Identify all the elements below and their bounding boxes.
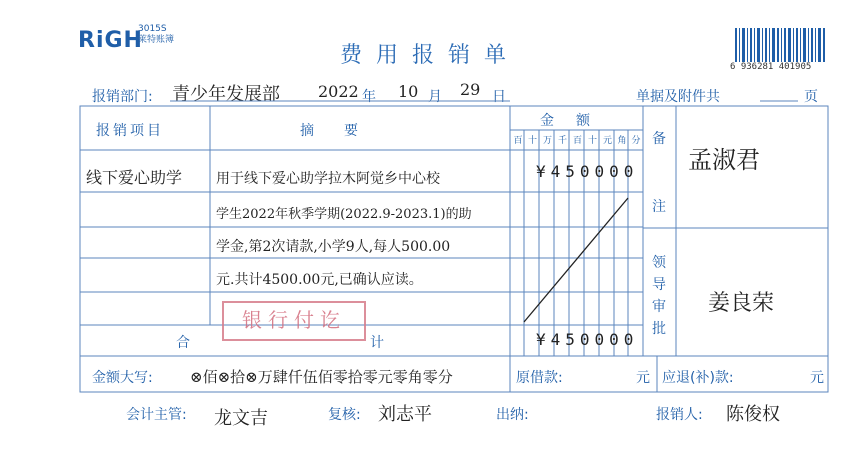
cashier-label: 出纳:	[496, 407, 529, 423]
refund-unit: 元	[810, 370, 824, 386]
day-value: 29	[460, 80, 481, 99]
leader-signature: 姜良荣	[708, 291, 775, 316]
accountant-label: 会计主管:	[126, 407, 187, 423]
remark-label-1: 备	[652, 131, 666, 147]
dept-value: 青少年发展部	[172, 84, 280, 105]
borrow-unit: 元	[636, 370, 650, 386]
dept-label: 报销部门:	[92, 89, 153, 105]
total-label-2: 计	[370, 335, 384, 351]
claimant-signature: 陈俊权	[726, 404, 780, 425]
bank-paid-stamp: 银行付讫	[222, 301, 366, 341]
brand-code: 3015S	[138, 24, 167, 34]
col-summary-label: 摘要	[300, 123, 388, 139]
leader-label-4: 批	[652, 321, 666, 337]
digit-head: 十	[527, 136, 537, 146]
day-label: 日	[492, 89, 506, 105]
capital-value: ⊗佰⊗拾⊗万肆仟伍佰零拾零元零角零分	[190, 368, 453, 386]
month-label: 月	[428, 89, 442, 105]
total-label-1: 合	[176, 335, 190, 351]
year-value: 2022	[318, 82, 359, 101]
summary-line: 元.共计4500.00元,已确认应读。	[216, 272, 423, 288]
accountant-signature: 龙文吉	[214, 408, 268, 429]
digit-head: 千	[557, 136, 567, 146]
month-value: 10	[398, 82, 419, 101]
remark-signature: 孟淑君	[688, 146, 760, 174]
borrow-label: 原借款:	[516, 370, 563, 386]
review-signature: 刘志平	[378, 404, 432, 425]
digit-head: 元	[602, 136, 612, 146]
digit-headers	[511, 133, 643, 146]
col-amount-label: 金额	[540, 113, 612, 129]
leader-label-2: 导	[652, 277, 666, 293]
refund-label: 应退(补)款:	[662, 370, 734, 386]
digit-head: 百	[513, 136, 523, 146]
leader-label-3: 审	[652, 299, 666, 315]
amount-row-1: ¥450000	[536, 162, 639, 181]
review-label: 复核:	[328, 407, 361, 423]
digit-head: 分	[631, 136, 641, 146]
digit-head: 角	[617, 136, 627, 146]
capital-label: 金额大写:	[92, 370, 153, 386]
claimant-label: 报销人:	[656, 407, 703, 423]
year-label: 年	[362, 89, 376, 105]
barcode-number: 6 936281 401905	[730, 62, 812, 72]
attach-unit: 页	[804, 89, 818, 105]
brand-logo: RiGH	[78, 28, 143, 53]
brand-name: 莱特账簿	[138, 35, 175, 45]
remark-label-2: 注	[652, 199, 666, 215]
summary-line: 用于线下爱心助学拉木阿觉乡中心校	[216, 171, 440, 187]
col-item-label: 报销项目	[96, 123, 164, 139]
summary-line: 学生2022年秋季学期(2022.9-2023.1)的助	[216, 207, 472, 222]
digit-head: 十	[587, 136, 597, 146]
form-title: 费用报销单	[339, 43, 520, 68]
item-value: 线下爱心助学	[86, 168, 183, 187]
digit-head: 百	[572, 136, 582, 146]
leader-label-1: 领	[652, 255, 666, 271]
digit-head: 万	[542, 136, 552, 146]
total-amount: ¥450000	[536, 330, 639, 349]
summary-line: 学金,第2次请款,小学9人,每人500.00	[216, 239, 451, 255]
attach-label: 单据及附件共	[636, 89, 720, 105]
